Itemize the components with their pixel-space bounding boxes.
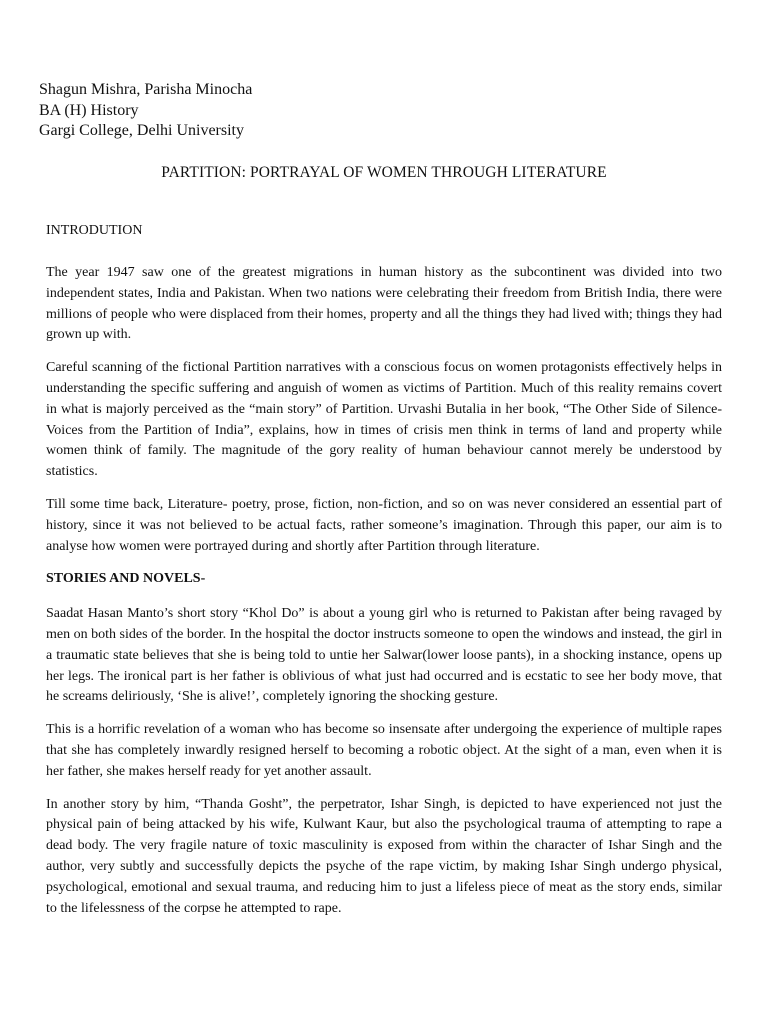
- stories-heading: STORIES AND NOVELS-: [46, 571, 206, 587]
- author-course: BA (H) History: [39, 101, 139, 119]
- paragraph: In another story by him, “Thanda Gosht”, the perpetrator, Ishar Singh, is depicted to have experienced not just the physical pain of being attacked by his wife, Kulwant Kaur, but also the psychological trauma of attempting to rape a dead body. The very fragile nature of toxic masculinity is exposed from within the character of Ishar Singh and the author, very subtly and successfully depicts the psyche of the rape victim, by making Ishar Singh undergo physical, psychological, emotional and sexual trauma, and reducing him to just a lifeless piece of meat as the story ends, similar to the lifelessness of the corpse he attempted to rape.: [46, 796, 722, 916]
- paragraph: Saadat Hasan Manto’s short story “Khol Do” is about a young girl who is returned to Pakistan after being ravaged by men on both sides of the border. In the hospital the doctor instructs someone to open the windows and instead, the girl in a traumatic state believes that she is being told to untie her Salwar(lower loose pants), in a shocking instance, opens up her legs. The ironical part is her father is oblivious of what just had occurred and is ecstatic to see her body move, that he screams deliriously, ‘She is alive!’, completely ignoring the shocking gesture.: [46, 606, 722, 705]
- author-names: Shagun Mishra, Parisha Minocha: [39, 81, 253, 98]
- author-block: [39, 80, 252, 142]
- paragraph: This is a horrific revelation of a woman who has become so insensate after undergoing the experience of multiple rapes that she has completely inwardly resigned herself to becoming a robotic object. At the sight of a man, even when it is her father, she makes herself ready for yet another assault.: [46, 722, 722, 779]
- author-institution: Gargi College, Delhi University: [39, 122, 244, 139]
- body-text: [46, 263, 722, 931]
- paragraph: The year 1947 saw one of the greatest migrations in human history as the subcontinent was divided into two independent states, India and Pakistan. When two nations were celebrating their freedom from British India, there were millions of people who were displaced from their homes, property and all the things they had lived with; things they had grown up with.: [46, 265, 722, 343]
- paragraph: Till some time back, Literature- poetry, prose, fiction, non-fiction, and so on was never considered an essential part of history, since it was not believed to be actual facts, rather someone’s imagination. Through this paper, our aim is to analyse how women were portrayed during and shortly after Partition through literature.: [46, 496, 722, 554]
- paragraph: Careful scanning of the fictional Partition narratives with a conscious focus on women protagonists effectively helps in understanding the specific suffering and anguish of women as victims of Partition. Much of this reality remains covert in what is majorly perceived as the “main story” of Partition. Urvashi Butalia in her book, “The Other Side of Silence-Voices from the Partition of India”, explains, how in times of crisis men think in terms of land and property while women think of family. The magnitude of the gory reality of human behaviour cannot merely be understood by statistics.: [46, 360, 722, 480]
- paper-title: PARTITION: PORTRAYAL OF WOMEN THROUGH LITERATURE: [161, 164, 607, 181]
- introduction-heading: INTRODUTION: [46, 223, 143, 238]
